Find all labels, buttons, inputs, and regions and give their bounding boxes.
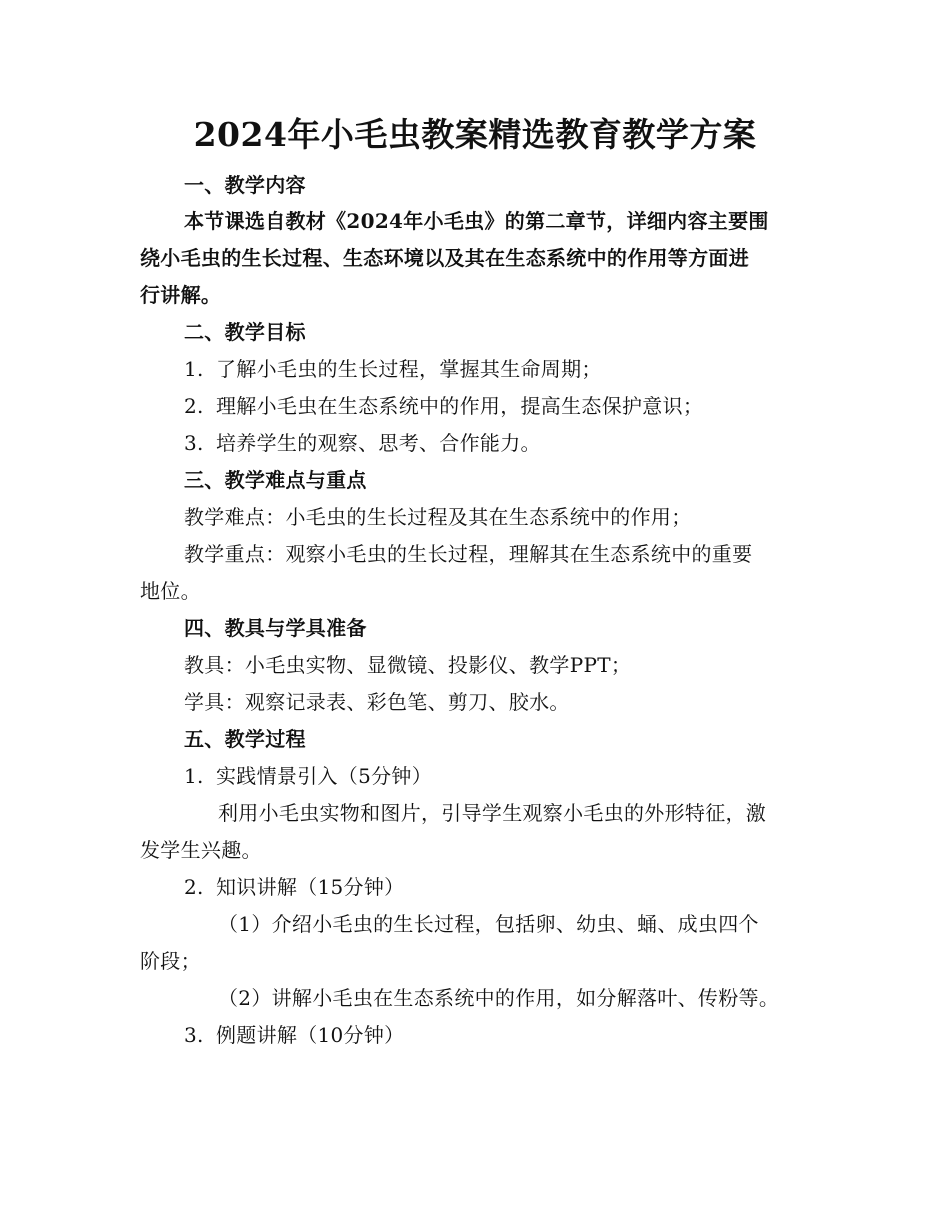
objective-item — [184, 427, 541, 459]
process-step — [184, 871, 404, 903]
difficulty-text: 教学难点：小毛虫的生长过程及其在生态系统中的作用； — [184, 505, 692, 529]
objective-number: 1. — [184, 357, 204, 381]
content-paragraph-line: 绕小毛虫的生长过程、生态环境以及其在生态系统中的作用等方面进 — [140, 246, 749, 270]
step-paragraph-line: （2）讲解小毛虫在生态系统中的作用，如分解落叶、传粉等。 — [218, 986, 780, 1010]
student-tools-text: 学具：观察记录表、彩色笔、剪刀、胶水。 — [184, 690, 570, 714]
step-number: 1. — [184, 764, 204, 788]
step-text: 例题讲解（10分钟） — [216, 1023, 405, 1047]
section-heading-materials: 四、教具与学具准备 — [184, 616, 367, 640]
content-paragraph-line: 行讲解。 — [140, 283, 222, 307]
objective-number: 3. — [184, 431, 204, 455]
section-heading-content: 一、教学内容 — [184, 173, 306, 197]
step-text: 实践情景引入（5分钟） — [216, 764, 433, 788]
teacher-tools-text: 教具：小毛虫实物、显微镜、投影仪、教学PPT； — [184, 653, 632, 677]
process-step — [184, 1019, 404, 1051]
step-paragraph-line: 利用小毛虫实物和图片，引导学生观察小毛虫的外形特征，激 — [218, 801, 767, 825]
document-title: 2024年小毛虫教案精选教育教学方案 — [193, 115, 757, 154]
step-number: 3. — [184, 1023, 204, 1047]
objective-text: 培养学生的观察、思考、合作能力。 — [216, 431, 541, 455]
key-point-line: 地位。 — [140, 579, 201, 603]
step-paragraph-line: （1）介绍小毛虫的生长过程，包括卵、幼虫、蛹、成虫四个 — [218, 912, 759, 936]
section-heading-process: 五、教学过程 — [184, 727, 306, 751]
step-paragraph-line: 发学生兴趣。 — [140, 838, 262, 862]
section-heading-objectives: 二、教学目标 — [184, 320, 306, 344]
step-number: 2. — [184, 875, 204, 899]
objective-item — [184, 390, 703, 422]
content-paragraph-line: 本节课选自教材《2024年小毛虫》的第二章节，详细内容主要围 — [184, 209, 769, 233]
objective-text: 了解小毛虫的生长过程，掌握其生命周期； — [216, 357, 602, 381]
objective-text: 理解小毛虫在生态系统中的作用，提高生态保护意识； — [216, 394, 704, 418]
step-paragraph-line: 阶段； — [140, 949, 201, 973]
process-step — [184, 760, 432, 792]
step-text: 知识讲解（15分钟） — [216, 875, 405, 899]
section-heading-difficulties: 三、教学难点与重点 — [184, 468, 367, 492]
objective-number: 2. — [184, 394, 204, 418]
key-point-line: 教学重点：观察小毛虫的生长过程，理解其在生态系统中的重要 — [184, 542, 753, 566]
objective-item — [184, 353, 602, 385]
